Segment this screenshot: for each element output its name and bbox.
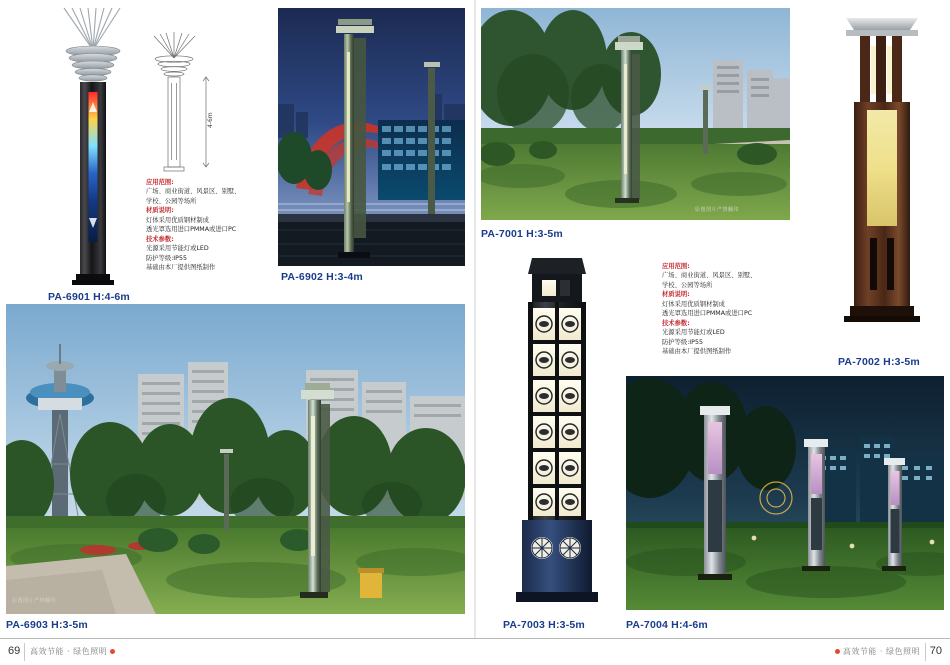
page-footer <box>0 638 950 665</box>
spec-heading: 应用范围: <box>662 263 690 270</box>
spec-line: 透光罩选用进口PMMA或进口PC <box>662 310 753 318</box>
spec-line: 广场、商业街道、风景区、别墅、 <box>146 188 241 196</box>
page-number-left: 69 <box>8 645 21 657</box>
spec-heading: 应用范围: <box>146 179 174 186</box>
footer-text-right: 高效节能 · 绿色照明 <box>842 647 920 656</box>
spec-line: 学校、公园等场所 <box>662 281 713 289</box>
product-image-pa-7003 <box>498 248 616 610</box>
spec-block-center <box>662 262 782 356</box>
spec-line: 防护等级:IP55 <box>662 338 703 346</box>
caption-pa-6903: PA-6903 H:3-5m <box>6 619 88 631</box>
image-watermark-pa-7001: 原图图片严禁翻印 <box>695 207 740 213</box>
spec-line: 灯体采用优质钢材制成 <box>662 300 725 308</box>
product-image-pa-7002 <box>826 6 938 346</box>
caption-pa-7001: PA-7001 H:3-5m <box>481 228 563 240</box>
spec-heading: 技术参数: <box>146 235 174 243</box>
spec-heading: 材质说明: <box>662 291 690 299</box>
footer-accent-dot-right <box>835 649 840 654</box>
technical-drawing-pa-6901 <box>144 28 224 178</box>
caption-pa-7002: PA-7002 H:3-5m <box>838 356 920 368</box>
product-image-pa-6903 <box>6 304 465 614</box>
spec-block-left <box>146 178 266 272</box>
page-number-right: 70 <box>929 645 942 657</box>
spec-line: 灯体采用优质钢材制成 <box>146 216 209 224</box>
spec-heading: 技术参数: <box>662 319 690 327</box>
spec-line: 广场、商业街道、风景区、别墅、 <box>662 272 757 280</box>
product-image-pa-7001 <box>481 8 790 220</box>
spec-line: 基础由本厂提供图纸制作 <box>146 263 216 271</box>
spec-line: 学校、公园等场所 <box>146 197 197 205</box>
spec-line: 基础由本厂提供图纸制作 <box>662 347 732 355</box>
caption-pa-7004: PA-7004 H:4-6m <box>626 619 708 631</box>
spec-line: 透光罩选用进口PMMA或进口PC <box>146 226 237 234</box>
caption-pa-6901: PA-6901 H:4-6m <box>48 291 130 303</box>
spec-heading: 材质说明: <box>146 207 174 215</box>
product-image-pa-6901 <box>36 6 146 288</box>
spec-line: 光源采用节能灯或LED <box>146 245 209 253</box>
product-image-pa-6902 <box>278 8 465 266</box>
caption-pa-7003: PA-7003 H:3-5m <box>503 619 585 631</box>
footer-accent-dot-left <box>110 649 115 654</box>
footer-divider-left <box>24 643 25 661</box>
image-watermark-pa-6903: 原图图片严禁翻印 <box>12 598 57 604</box>
spec-line: 光源采用节能灯或LED <box>662 329 725 337</box>
footer-text-left: 高效节能 · 绿色照明 <box>30 647 108 656</box>
page-gutter <box>474 0 476 640</box>
footer-divider-right <box>925 643 926 661</box>
spec-line: 防护等级:IP55 <box>146 254 187 262</box>
svg-text:4-6m: 4-6m <box>207 112 214 128</box>
product-image-pa-7004 <box>626 376 944 610</box>
caption-pa-6902: PA-6902 H:3-4m <box>281 271 363 283</box>
